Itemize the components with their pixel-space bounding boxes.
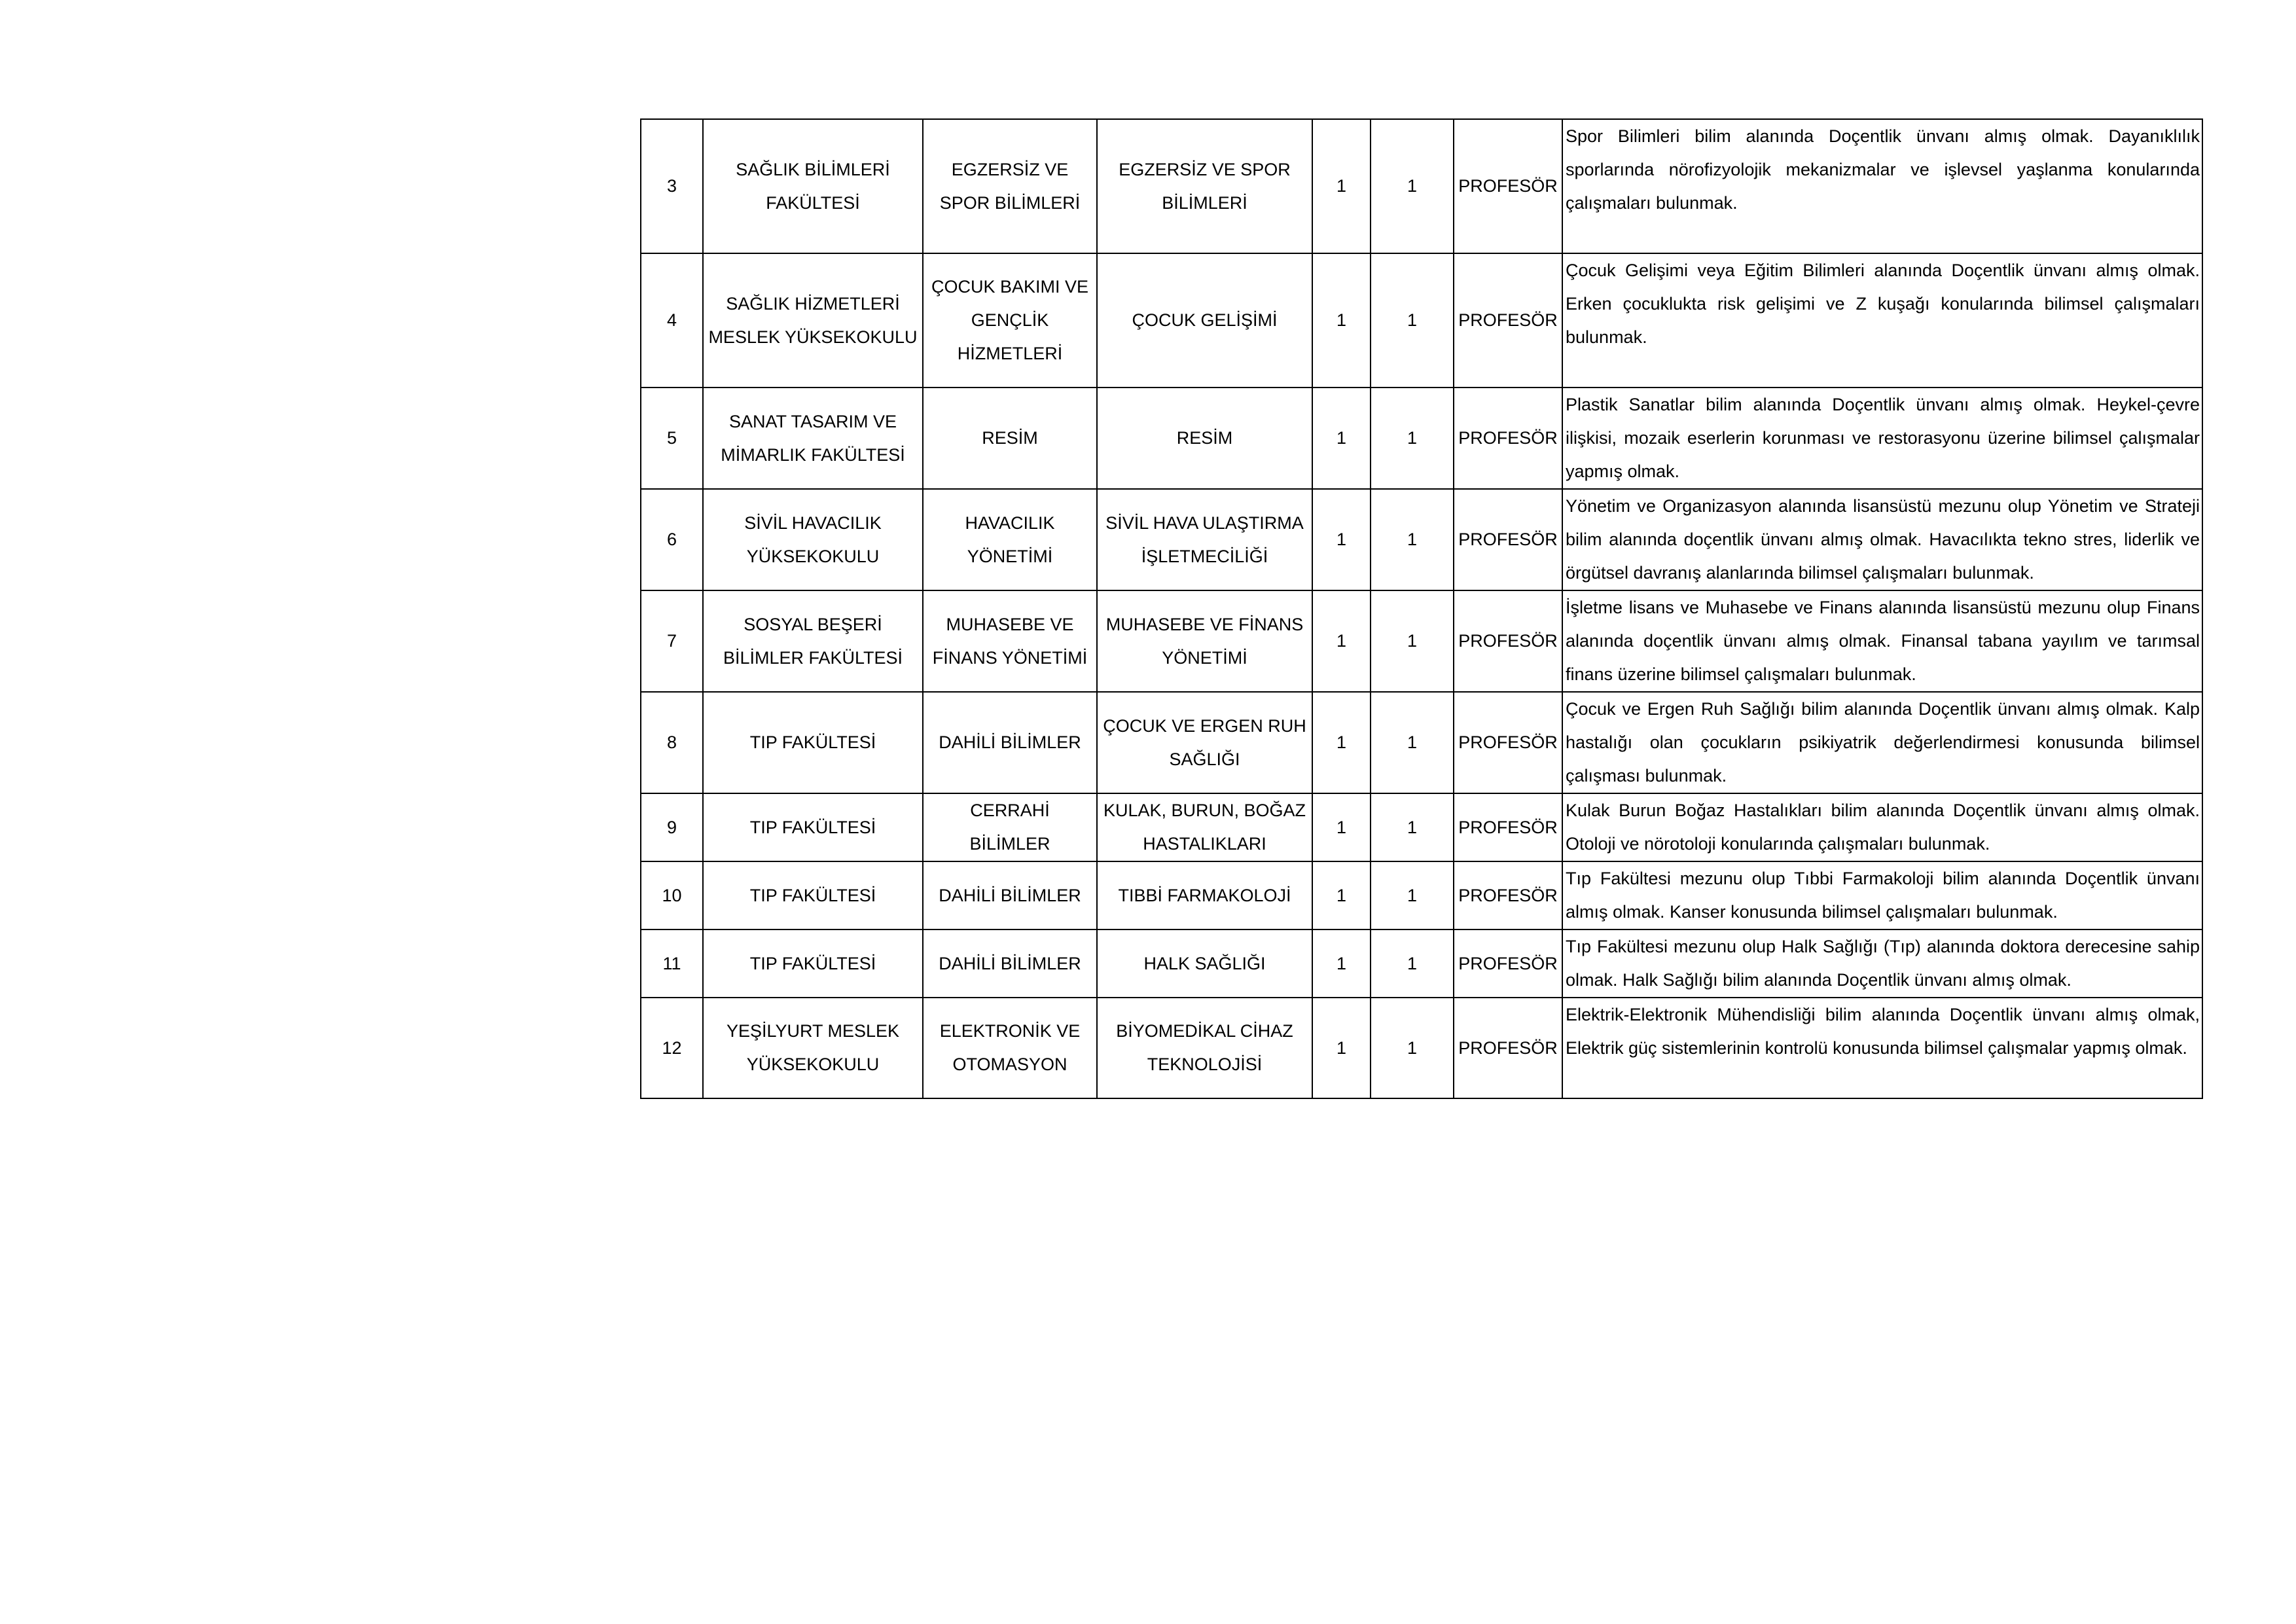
description-text: Yönetim ve Organizasyon alanında lisansüstü mezunu olup Yönetim ve Strateji bilim alanında doçentlik ünvanı almış olmak. Havacılıkta tekno stres, liderlik ve örgütsel davranış alanlarında bilimsel çalışmaları bulunmak. xyxy=(1566,496,2200,583)
count-a-cell: 1 xyxy=(1312,929,1371,998)
row-number: 7 xyxy=(641,590,703,692)
faculty-cell: YEŞİLYURT MESLEK YÜKSEKOKULU xyxy=(703,998,923,1098)
faculty-cell: SAĞLIK HİZMETLERİ MESLEK YÜKSEKOKULU xyxy=(703,253,923,388)
description-cell xyxy=(1562,793,2202,861)
count-a-cell: 1 xyxy=(1312,590,1371,692)
count-b-cell: 1 xyxy=(1371,388,1454,489)
faculty-cell: TIP FAKÜLTESİ xyxy=(703,861,923,929)
faculty-cell: SOSYAL BEŞERİ BİLİMLER FAKÜLTESİ xyxy=(703,590,923,692)
program-cell: BİYOMEDİKAL CİHAZ TEKNOLOJİSİ xyxy=(1097,998,1312,1098)
title-cell: PROFESÖR xyxy=(1454,692,1562,793)
program-cell: ÇOCUK GELİŞİMİ xyxy=(1097,253,1312,388)
description-text: Elektrik-Elektronik Mühendisliği bilim alanında Doçentlik ünvanı almış olmak, Elektrik güç sistemlerinin kontrolü konusunda bilimsel çalışmalar yapmış olmak. xyxy=(1566,1005,2200,1058)
table-row xyxy=(641,489,2202,590)
table-row xyxy=(641,692,2202,793)
faculty-cell: TIP FAKÜLTESİ xyxy=(703,692,923,793)
program-cell: TIBBİ FARMAKOLOJİ xyxy=(1097,861,1312,929)
table-row xyxy=(641,929,2202,998)
row-number: 10 xyxy=(641,861,703,929)
count-a-cell: 1 xyxy=(1312,692,1371,793)
description-cell xyxy=(1562,119,2202,253)
title-cell: PROFESÖR xyxy=(1454,119,1562,253)
description-cell xyxy=(1562,929,2202,998)
description-text: Tıp Fakültesi mezunu olup Tıbbi Farmakoloji bilim alanında Doçentlik ünvanı almış olmak. Kanser konusunda bilimsel çalışmaları bulunmak. xyxy=(1566,869,2200,922)
position-table xyxy=(640,118,2203,1099)
row-number: 12 xyxy=(641,998,703,1098)
department-cell: DAHİLİ BİLİMLER xyxy=(923,861,1097,929)
department-cell: MUHASEBE VE FİNANS YÖNETİMİ xyxy=(923,590,1097,692)
faculty-cell: SANAT TASARIM VE MİMARLIK FAKÜLTESİ xyxy=(703,388,923,489)
program-cell: SİVİL HAVA ULAŞTIRMA İŞLETMECİLİĞİ xyxy=(1097,489,1312,590)
department-cell: EGZERSİZ VE SPOR BİLİMLERİ xyxy=(923,119,1097,253)
description-cell xyxy=(1562,489,2202,590)
department-cell: DAHİLİ BİLİMLER xyxy=(923,929,1097,998)
description-cell xyxy=(1562,692,2202,793)
count-a-cell: 1 xyxy=(1312,119,1371,253)
faculty-cell: TIP FAKÜLTESİ xyxy=(703,793,923,861)
description-cell xyxy=(1562,861,2202,929)
faculty-cell: TIP FAKÜLTESİ xyxy=(703,929,923,998)
program-cell: KULAK, BURUN, BOĞAZ HASTALIKLARI xyxy=(1097,793,1312,861)
department-cell: DAHİLİ BİLİMLER xyxy=(923,692,1097,793)
count-b-cell: 1 xyxy=(1371,119,1454,253)
count-a-cell: 1 xyxy=(1312,793,1371,861)
title-cell: PROFESÖR xyxy=(1454,861,1562,929)
program-cell: ÇOCUK VE ERGEN RUH SAĞLIĞI xyxy=(1097,692,1312,793)
program-cell: RESİM xyxy=(1097,388,1312,489)
row-number: 6 xyxy=(641,489,703,590)
row-number: 9 xyxy=(641,793,703,861)
count-a-cell: 1 xyxy=(1312,998,1371,1098)
description-cell xyxy=(1562,388,2202,489)
description-text: Plastik Sanatlar bilim alanında Doçentlik ünvanı almış olmak. Heykel-çevre ilişkisi, mozaik eserlerin korunması ve restorasyonu üzerine bilimsel çalışmalar yapmış olmak. xyxy=(1566,395,2200,481)
table-row xyxy=(641,590,2202,692)
faculty-cell: SİVİL HAVACILIK YÜKSEKOKULU xyxy=(703,489,923,590)
program-cell: HALK SAĞLIĞI xyxy=(1097,929,1312,998)
program-cell: EGZERSİZ VE SPOR BİLİMLERİ xyxy=(1097,119,1312,253)
table-row xyxy=(641,253,2202,388)
row-number: 4 xyxy=(641,253,703,388)
department-cell: ELEKTRONİK VE OTOMASYON xyxy=(923,998,1097,1098)
count-a-cell: 1 xyxy=(1312,489,1371,590)
description-text: Çocuk Gelişimi veya Eğitim Bilimleri alanında Doçentlik ünvanı almış olmak. Erken çocuklukta risk gelişimi ve Z kuşağı konularında bilimsel çalışmaları bulunmak. xyxy=(1566,261,2200,347)
faculty-cell: SAĞLIK BİLİMLERİ FAKÜLTESİ xyxy=(703,119,923,253)
description-cell xyxy=(1562,253,2202,388)
row-number: 3 xyxy=(641,119,703,253)
count-b-cell: 1 xyxy=(1371,253,1454,388)
description-cell xyxy=(1562,590,2202,692)
description-text: Kulak Burun Boğaz Hastalıkları bilim alanında Doçentlik ünvanı almış olmak. Otoloji ve nörotoloji konularında çalışmaları bulunmak. xyxy=(1566,801,2200,854)
table-body xyxy=(641,119,2202,1098)
title-cell: PROFESÖR xyxy=(1454,793,1562,861)
count-b-cell: 1 xyxy=(1371,998,1454,1098)
description-text: İşletme lisans ve Muhasebe ve Finans alanında lisansüstü mezunu olup Finans alanında doçentlik ünvanı almış olmak. Finansal tabana yayılım ve tarımsal finans üzerine bilimsel çalışmaları bulunmak. xyxy=(1566,598,2200,684)
table-row xyxy=(641,388,2202,489)
description-text: Spor Bilimleri bilim alanında Doçentlik ünvanı almış olmak. Dayanıklılık sporlarında nörofizyolojik mekanizmalar ve işlevsel yaşlanma konularında çalışmaları bulunmak. xyxy=(1566,126,2200,213)
title-cell: PROFESÖR xyxy=(1454,388,1562,489)
description-text: Tıp Fakültesi mezunu olup Halk Sağlığı (Tıp) alanında doktora derecesine sahip olmak. Halk Sağlığı bilim alanında Doçentlik ünvanı almış olmak. xyxy=(1566,937,2200,990)
department-cell: RESİM xyxy=(923,388,1097,489)
count-b-cell: 1 xyxy=(1371,590,1454,692)
row-number: 8 xyxy=(641,692,703,793)
count-a-cell: 1 xyxy=(1312,388,1371,489)
department-cell: CERRAHİ BİLİMLER xyxy=(923,793,1097,861)
count-a-cell: 1 xyxy=(1312,861,1371,929)
description-cell xyxy=(1562,998,2202,1098)
table-row xyxy=(641,119,2202,253)
title-cell: PROFESÖR xyxy=(1454,929,1562,998)
count-b-cell: 1 xyxy=(1371,861,1454,929)
department-cell: HAVACILIK YÖNETİMİ xyxy=(923,489,1097,590)
title-cell: PROFESÖR xyxy=(1454,998,1562,1098)
count-b-cell: 1 xyxy=(1371,793,1454,861)
title-cell: PROFESÖR xyxy=(1454,253,1562,388)
department-cell: ÇOCUK BAKIMI VE GENÇLİK HİZMETLERİ xyxy=(923,253,1097,388)
count-b-cell: 1 xyxy=(1371,929,1454,998)
table-row xyxy=(641,793,2202,861)
table-row xyxy=(641,861,2202,929)
program-cell: MUHASEBE VE FİNANS YÖNETİMİ xyxy=(1097,590,1312,692)
title-cell: PROFESÖR xyxy=(1454,489,1562,590)
row-number: 11 xyxy=(641,929,703,998)
title-cell: PROFESÖR xyxy=(1454,590,1562,692)
count-b-cell: 1 xyxy=(1371,692,1454,793)
row-number: 5 xyxy=(641,388,703,489)
count-b-cell: 1 xyxy=(1371,489,1454,590)
table-row xyxy=(641,998,2202,1098)
description-text: Çocuk ve Ergen Ruh Sağlığı bilim alanında Doçentlik ünvanı almış olmak. Kalp hastalığı olan çocukların psikiyatrik değerlendirmesi konusunda bilimsel çalışması bulunmak. xyxy=(1566,699,2200,785)
count-a-cell: 1 xyxy=(1312,253,1371,388)
